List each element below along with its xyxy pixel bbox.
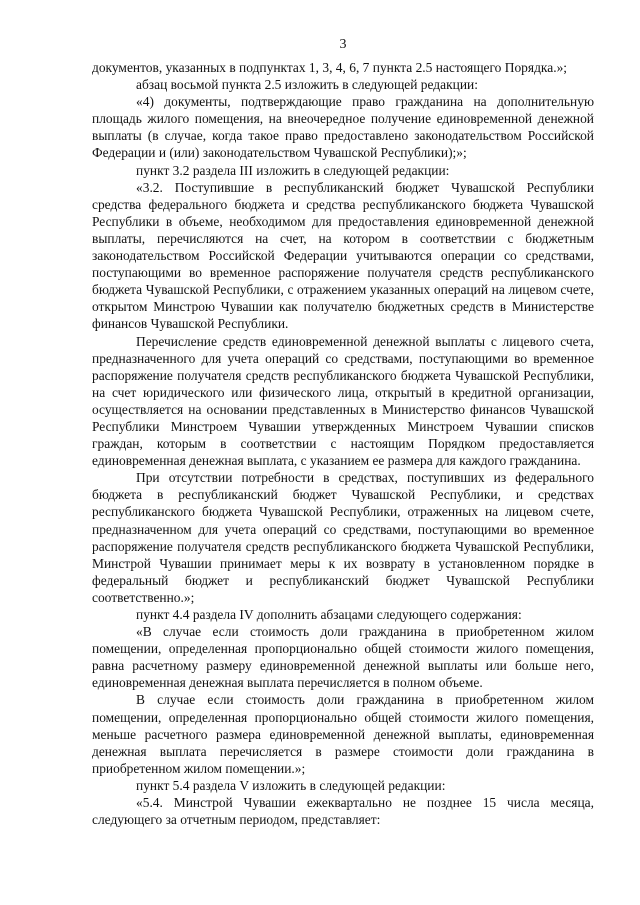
paragraph-3: «4) документы, подтверждающие право гражданина на дополнительную площадь жилого помещения, на внеочередное получение единовременной денежной выплаты (в случае, когда такое право предоставлено законодательством Российской Федерации и (или) законодательством Чувашской Республики);»; [92, 94, 594, 161]
paragraph-9: «В случае если стоимость доли гражданина в приобретенном жилом помещении, определенная пропорционально общей стоимости жилого помещения, равна расчетному размеру единовременной денежной выплаты или больше него, единовременная денежная выплата перечисляется в полном объеме. [92, 624, 594, 691]
paragraph-10: В случае если стоимость доли гражданина в приобретенном жилом помещении, определенная пропорционально общей стоимости жилого помещения, меньше расчетного размера единовременной денежной выплаты, единовременная денежная выплата перечисляется в размере стоимости доли гражданина в приобретенном жилом помещении.»; [92, 692, 594, 776]
paragraph-12: «5.4. Минстрой Чувашии ежеквартально не позднее 15 числа месяца, следующего за отчетным периодом, представляет: [92, 795, 594, 828]
paragraph-1: документов, указанных в подпунктах 1, 3, 4, 6, 7 пункта 2.5 настоящего Порядка.»; [92, 60, 568, 75]
paragraph-6: Перечисление средств единовременной денежной выплаты с лицевого счета, предназначенного для учета операций со средствами, поступающими во временное распоряжение получателя средств республиканского бюджета Чувашской Республики, на счет юридического или физического лица, открытый в кредитной организации, осуществляется на основании представленных в Министерство финансов Чувашской Республики Минстроем Чувашии утвержденных Минстроем Чувашии списков граждан, которым в соответствии с настоящим Порядком предоставляется единовременная денежная выплата, с указанием ее размера для каждого гражданина. [92, 333, 594, 469]
paragraph-4: пункт 3.2 раздела III изложить в следующей редакции: [136, 162, 450, 178]
paragraph-2: абзац восьмой пункта 2.5 изложить в следующей редакции: [136, 77, 478, 93]
paragraph-8: пункт 4.4 раздела IV дополнить абзацами следующего содержания: [136, 607, 522, 622]
paragraph-7: При отсутствии потребности в средствах, поступивших из федерального бюджета в республиканский бюджет Чувашской Республики, и средствах республиканского бюджета Чувашской Республики, отраженных на лицевом счете, предназначенном для учета операций со средствами, поступающими во временное распоряжение получателя средств республиканского бюджета Чувашской Республики, Минстрой Чувашии принимает меры к их возврату в установленном порядке в федеральный бюджет и республиканский бюджет Чувашской Республики соответственно.»; [92, 470, 594, 605]
page-number: 3 [339, 37, 347, 52]
paragraph-11: пункт 5.4 раздела V изложить в следующей редакции: [136, 777, 446, 793]
paragraph-5: «3.2. Поступившие в республиканский бюджет Чувашской Республики средства федерального бюджета и средства республиканского бюджета Чувашской Республики в объеме, необходимом для предоставления единовременной денежной выплаты, перечисляются на счет, на котором в соответствии с бюджетным законодательством Российской Федерации учитываются операции со средствами, поступающими во временное распоряжение получателя средств республиканского бюджета Чувашской Республики, с отражением указанных операций на лицевом счете, открытом Минстрою Чувашии как получателю бюджетных средств в Министерстве финансов Чувашской Республики. [92, 179, 594, 332]
